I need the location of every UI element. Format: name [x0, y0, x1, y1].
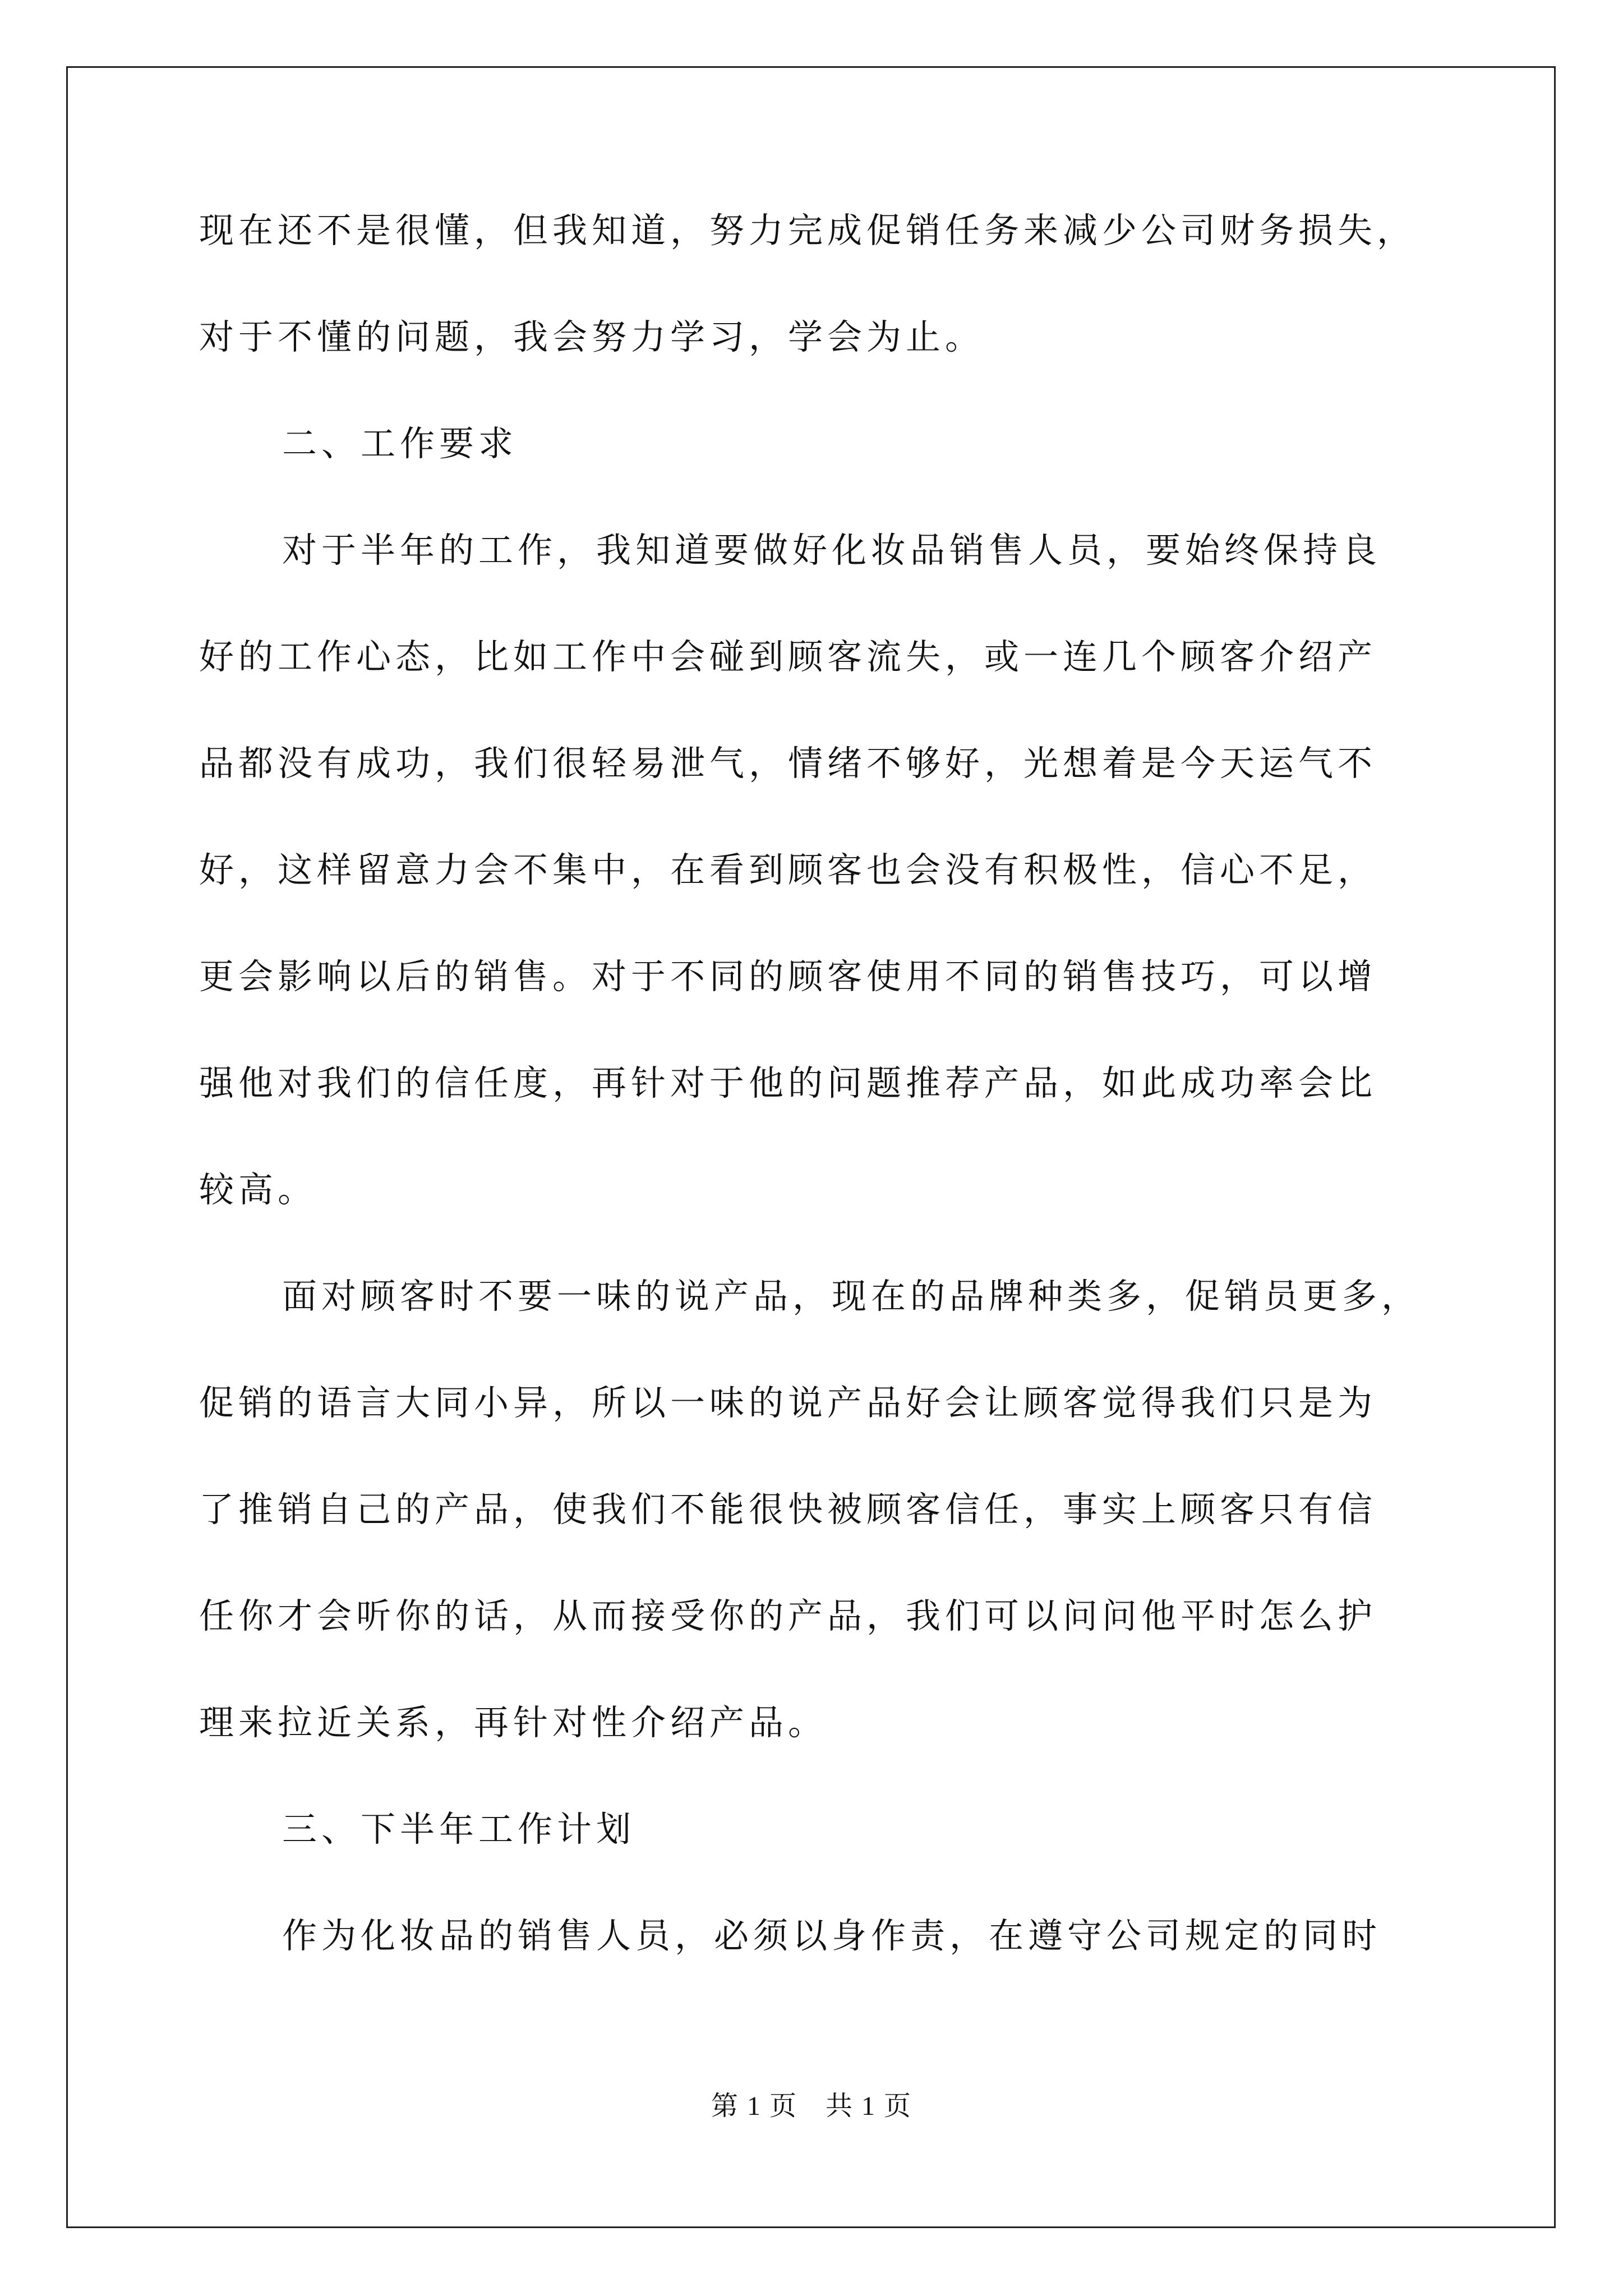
text-line: 任你才会听你的话，从而接受你的产品，我们可以问问他平时怎么护 [199, 1595, 1377, 1636]
text-line: 作为化妆品的销售人员，必须以身作责，在遵守公司规定的同时 [282, 1915, 1382, 1956]
page-number-footer: 第 1 页 共 1 页 [711, 2091, 912, 2121]
text-line: 更会影响以后的销售。对于不同的顾客使用不同的销售技巧，可以增 [199, 956, 1377, 997]
section-heading: 三、下半年工作计划 [282, 1809, 636, 1849]
text-line: 促销的语言大同小异，所以一味的说产品好会让顾客觉得我们只是为 [199, 1382, 1377, 1423]
text-line: 现在还不是很懂，但我知道，努力完成促销任务来减少公司财务损失， [199, 210, 1417, 251]
section-heading: 二、工作要求 [282, 423, 518, 464]
text-line: 好的工作心态，比如工作中会碰到顾客流失，或一连几个顾客介绍产 [199, 636, 1377, 677]
text-line: 较高。 [199, 1169, 317, 1210]
text-line: 理来拉近关系，再针对性介绍产品。 [199, 1702, 828, 1743]
text-line: 面对顾客时不要一味的说产品，现在的品牌种类多，促销员更多， [282, 1276, 1421, 1317]
text-line: 强他对我们的信任度，再针对于他的问题推荐产品，如此成功率会比 [199, 1062, 1377, 1103]
text-line: 好，这样留意力会不集中，在看到顾客也会没有积极性，信心不足， [199, 849, 1377, 890]
text-line: 了推销自己的产品，使我们不能很快被顾客信任，事实上顾客只有信 [199, 1489, 1377, 1530]
text-line: 对于半年的工作，我知道要做好化妆品销售人员，要始终保持良 [282, 530, 1382, 570]
text-line: 对于不懂的问题，我会努力学习，学会为止。 [199, 316, 985, 357]
page-border [66, 66, 1556, 2228]
text-line: 品都没有成功，我们很轻易泄气，情绪不够好，光想着是今天运气不 [199, 743, 1377, 784]
